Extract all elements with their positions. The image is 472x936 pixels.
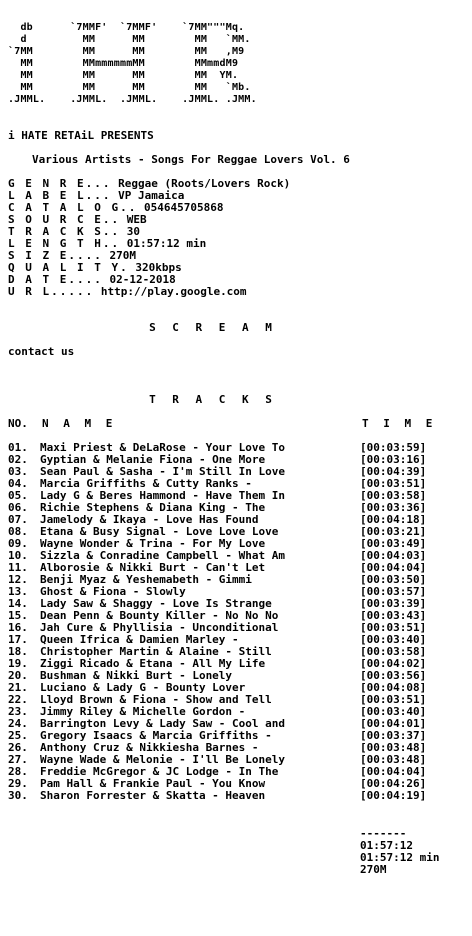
track-number: 03. (8, 465, 28, 478)
track-name: Lloyd Brown & Fiona - Show and Tell (40, 694, 272, 706)
track-name: Bushman & Nikki Burt - Lonely (40, 670, 233, 682)
info-value: 320kbps (128, 261, 182, 274)
contact-us-link[interactable]: contact us (8, 345, 75, 358)
track-number: 05. (8, 489, 28, 502)
info-key: T R A C K S.. (8, 225, 121, 238)
summary (360, 828, 439, 876)
track-number: 24. (8, 717, 28, 730)
track-number: 13. (8, 585, 28, 598)
track-number: 21. (8, 681, 28, 694)
track-name: Alborosie & Nikki Burt - Can't Let (40, 562, 266, 574)
track-list (8, 442, 468, 802)
track-time: [00:03:49] (360, 537, 427, 550)
tracks-heading: T R A C K S (149, 393, 277, 406)
track-name: Gyptian & Melanie Fiona - One More (40, 454, 266, 466)
track-name: Barrington Levy & Lady Saw - Cool and (40, 718, 286, 730)
track-name: Christopher Martin & Alaine - Still (40, 646, 272, 658)
track-row (8, 790, 468, 802)
track-number: 30. (8, 789, 28, 802)
track-number: 12. (8, 573, 28, 586)
track-name: Dean Penn & Bounty Killer - No No No (40, 610, 279, 622)
track-time: [00:03:51] (360, 693, 427, 706)
track-time: [00:03:37] (360, 729, 427, 742)
track-name: Jamelody & Ikaya - Love Has Found (40, 514, 259, 526)
track-name: Lady G & Beres Hammond - Have Them In (40, 490, 286, 502)
track-name: Jah Cure & Phyllisia - Unconditional (40, 622, 279, 634)
track-name: Sharon Forrester & Skatta - Heaven (40, 790, 266, 802)
summary-divider: ------- (360, 827, 407, 840)
track-name: Wayne Wade & Melonie - I'll Be Lonely (40, 754, 286, 766)
track-number: 26. (8, 741, 28, 754)
summary-total-time: 01:57:12 (360, 839, 413, 852)
track-name: Sean Paul & Sasha - I'm Still In Love (40, 466, 286, 478)
track-name: Freddie McGregor & JC Lodge - In The (40, 766, 279, 778)
track-time: [00:03:36] (360, 501, 427, 514)
track-time: [00:04:18] (360, 513, 427, 526)
track-time: [00:03:56] (360, 669, 427, 682)
track-name: Ghost & Fiona - Slowly (40, 586, 186, 598)
track-name: Ziggi Ricado & Etana - All My Life (40, 658, 266, 670)
track-number: 17. (8, 633, 28, 646)
logo-ascii-art: db `7MMF' `7MMF' `7MM"""Mq. d MM MM MM `MM. `7MM MM MM MM ,M9 MM MMmmmmmmMM MMmmdM9 MM MM MM MM YM. MM MM MM MM `Mb. .JMML. .JMML. .JMML. .JMML. .JMM. (8, 22, 257, 105)
track-time: [00:04:04] (360, 561, 427, 574)
track-name: Gregory Isaacs & Marcia Griffiths - (40, 730, 272, 742)
info-key: D A T E.... (8, 273, 103, 286)
track-number: 20. (8, 669, 28, 682)
track-time: [00:04:39] (360, 465, 427, 478)
info-value: 270M (102, 249, 136, 262)
track-number: 16. (8, 621, 28, 634)
track-time: [00:03:16] (360, 453, 427, 466)
track-number: 08. (8, 525, 28, 538)
info-value: 02-12-2018 (102, 273, 176, 286)
column-no: NO. (8, 417, 28, 430)
track-time: [00:03:48] (360, 753, 427, 766)
track-number: 23. (8, 705, 28, 718)
info-value[interactable]: http://play.google.com (94, 285, 247, 298)
track-number: 11. (8, 561, 28, 574)
nfo-page (8, 22, 468, 802)
track-number: 15. (8, 609, 28, 622)
track-time: [00:03:43] (360, 609, 427, 622)
track-name: Luciano & Lady G - Bounty Lover (40, 682, 246, 694)
track-number: 10. (8, 549, 28, 562)
track-name: Wayne Wonder & Trina - For My Love (40, 538, 266, 550)
track-time: [00:04:03] (360, 549, 427, 562)
scream-heading: S C R E A M (149, 321, 277, 334)
info-value: 054645705868 (137, 201, 224, 214)
info-key: C A T A L O G.. (8, 201, 138, 214)
info-value: VP Jamaica (111, 189, 185, 202)
presents-line: i HATE RETAiL PRESENTS (8, 129, 154, 142)
release-info (8, 178, 468, 298)
track-time: [00:03:40] (360, 633, 427, 646)
release-title: Various Artists - Songs For Reggae Lovers Vol. 6 (32, 153, 350, 166)
column-name: N A M E (42, 418, 117, 430)
info-row-url (8, 286, 468, 298)
track-time: [00:03:59] (360, 441, 427, 454)
track-time: [00:04:19] (360, 789, 427, 802)
track-number: 02. (8, 453, 28, 466)
track-time: [00:03:48] (360, 741, 427, 754)
track-name: Pam Hall & Frankie Paul - You Know (40, 778, 266, 790)
track-time: [00:03:21] (360, 525, 427, 538)
info-key: L E N G T H.. (8, 237, 121, 250)
track-number: 18. (8, 645, 28, 658)
track-name: Jimmy Riley & Michelle Gordon - (40, 706, 246, 718)
track-time: [00:03:40] (360, 705, 427, 718)
track-time: [00:03:57] (360, 585, 427, 598)
track-number: 09. (8, 537, 28, 550)
track-number: 28. (8, 765, 28, 778)
track-number: 01. (8, 441, 28, 454)
track-number: 07. (8, 513, 28, 526)
info-value: 30 (120, 225, 140, 238)
track-number: 22. (8, 693, 28, 706)
track-time: [00:03:51] (360, 621, 427, 634)
track-number: 29. (8, 777, 28, 790)
track-time: [00:03:58] (360, 489, 427, 502)
track-number: 06. (8, 501, 28, 514)
track-number: 04. (8, 477, 28, 490)
info-key: S I Z E.... (8, 249, 103, 262)
info-key: G E N R E... (8, 177, 112, 190)
track-name: Sizzla & Conradine Campbell - What Am (40, 550, 286, 562)
info-key: S O U R C E.. (8, 213, 121, 226)
track-name: Richie Stephens & Diana King - The (40, 502, 266, 514)
track-time: [00:03:58] (360, 645, 427, 658)
info-value: WEB (120, 213, 147, 226)
summary-total-size: 270M (360, 863, 387, 876)
track-name: Etana & Busy Signal - Love Love Love (40, 526, 279, 538)
summary-total-length: 01:57:12 min (360, 851, 440, 864)
track-name: Queen Ifrica & Damien Marley - (40, 634, 239, 646)
info-key: Q U A L I T Y. (8, 261, 129, 274)
track-time: [00:03:39] (360, 597, 427, 610)
track-time: [00:03:50] (360, 573, 427, 586)
track-time: [00:04:26] (360, 777, 427, 790)
track-time: [00:04:04] (360, 765, 427, 778)
track-time: [00:04:08] (360, 681, 427, 694)
column-time: T I M E (362, 417, 437, 430)
track-time: [00:04:02] (360, 657, 427, 670)
info-key: U R L..... (8, 285, 95, 298)
track-name: Maxi Priest & DeLaRose - Your Love To (40, 442, 286, 454)
track-number: 14. (8, 597, 28, 610)
track-name: Benji Myaz & Yeshemabeth - Gimmi (40, 574, 252, 586)
track-name: Anthony Cruz & Nikkiesha Barnes - (40, 742, 259, 754)
tracks-column-header (8, 418, 468, 430)
info-value: Reggae (Roots/Lovers Rock) (111, 177, 291, 190)
track-time: [00:04:01] (360, 717, 427, 730)
track-number: 19. (8, 657, 28, 670)
track-name: Lady Saw & Shaggy - Love Is Strange (40, 598, 272, 610)
track-name: Marcia Griffiths & Cutty Ranks - (40, 478, 252, 490)
info-key: L A B E L... (8, 189, 112, 202)
track-number: 25. (8, 729, 28, 742)
track-number: 27. (8, 753, 28, 766)
info-value: 01:57:12 min (120, 237, 207, 250)
track-time: [00:03:51] (360, 477, 427, 490)
